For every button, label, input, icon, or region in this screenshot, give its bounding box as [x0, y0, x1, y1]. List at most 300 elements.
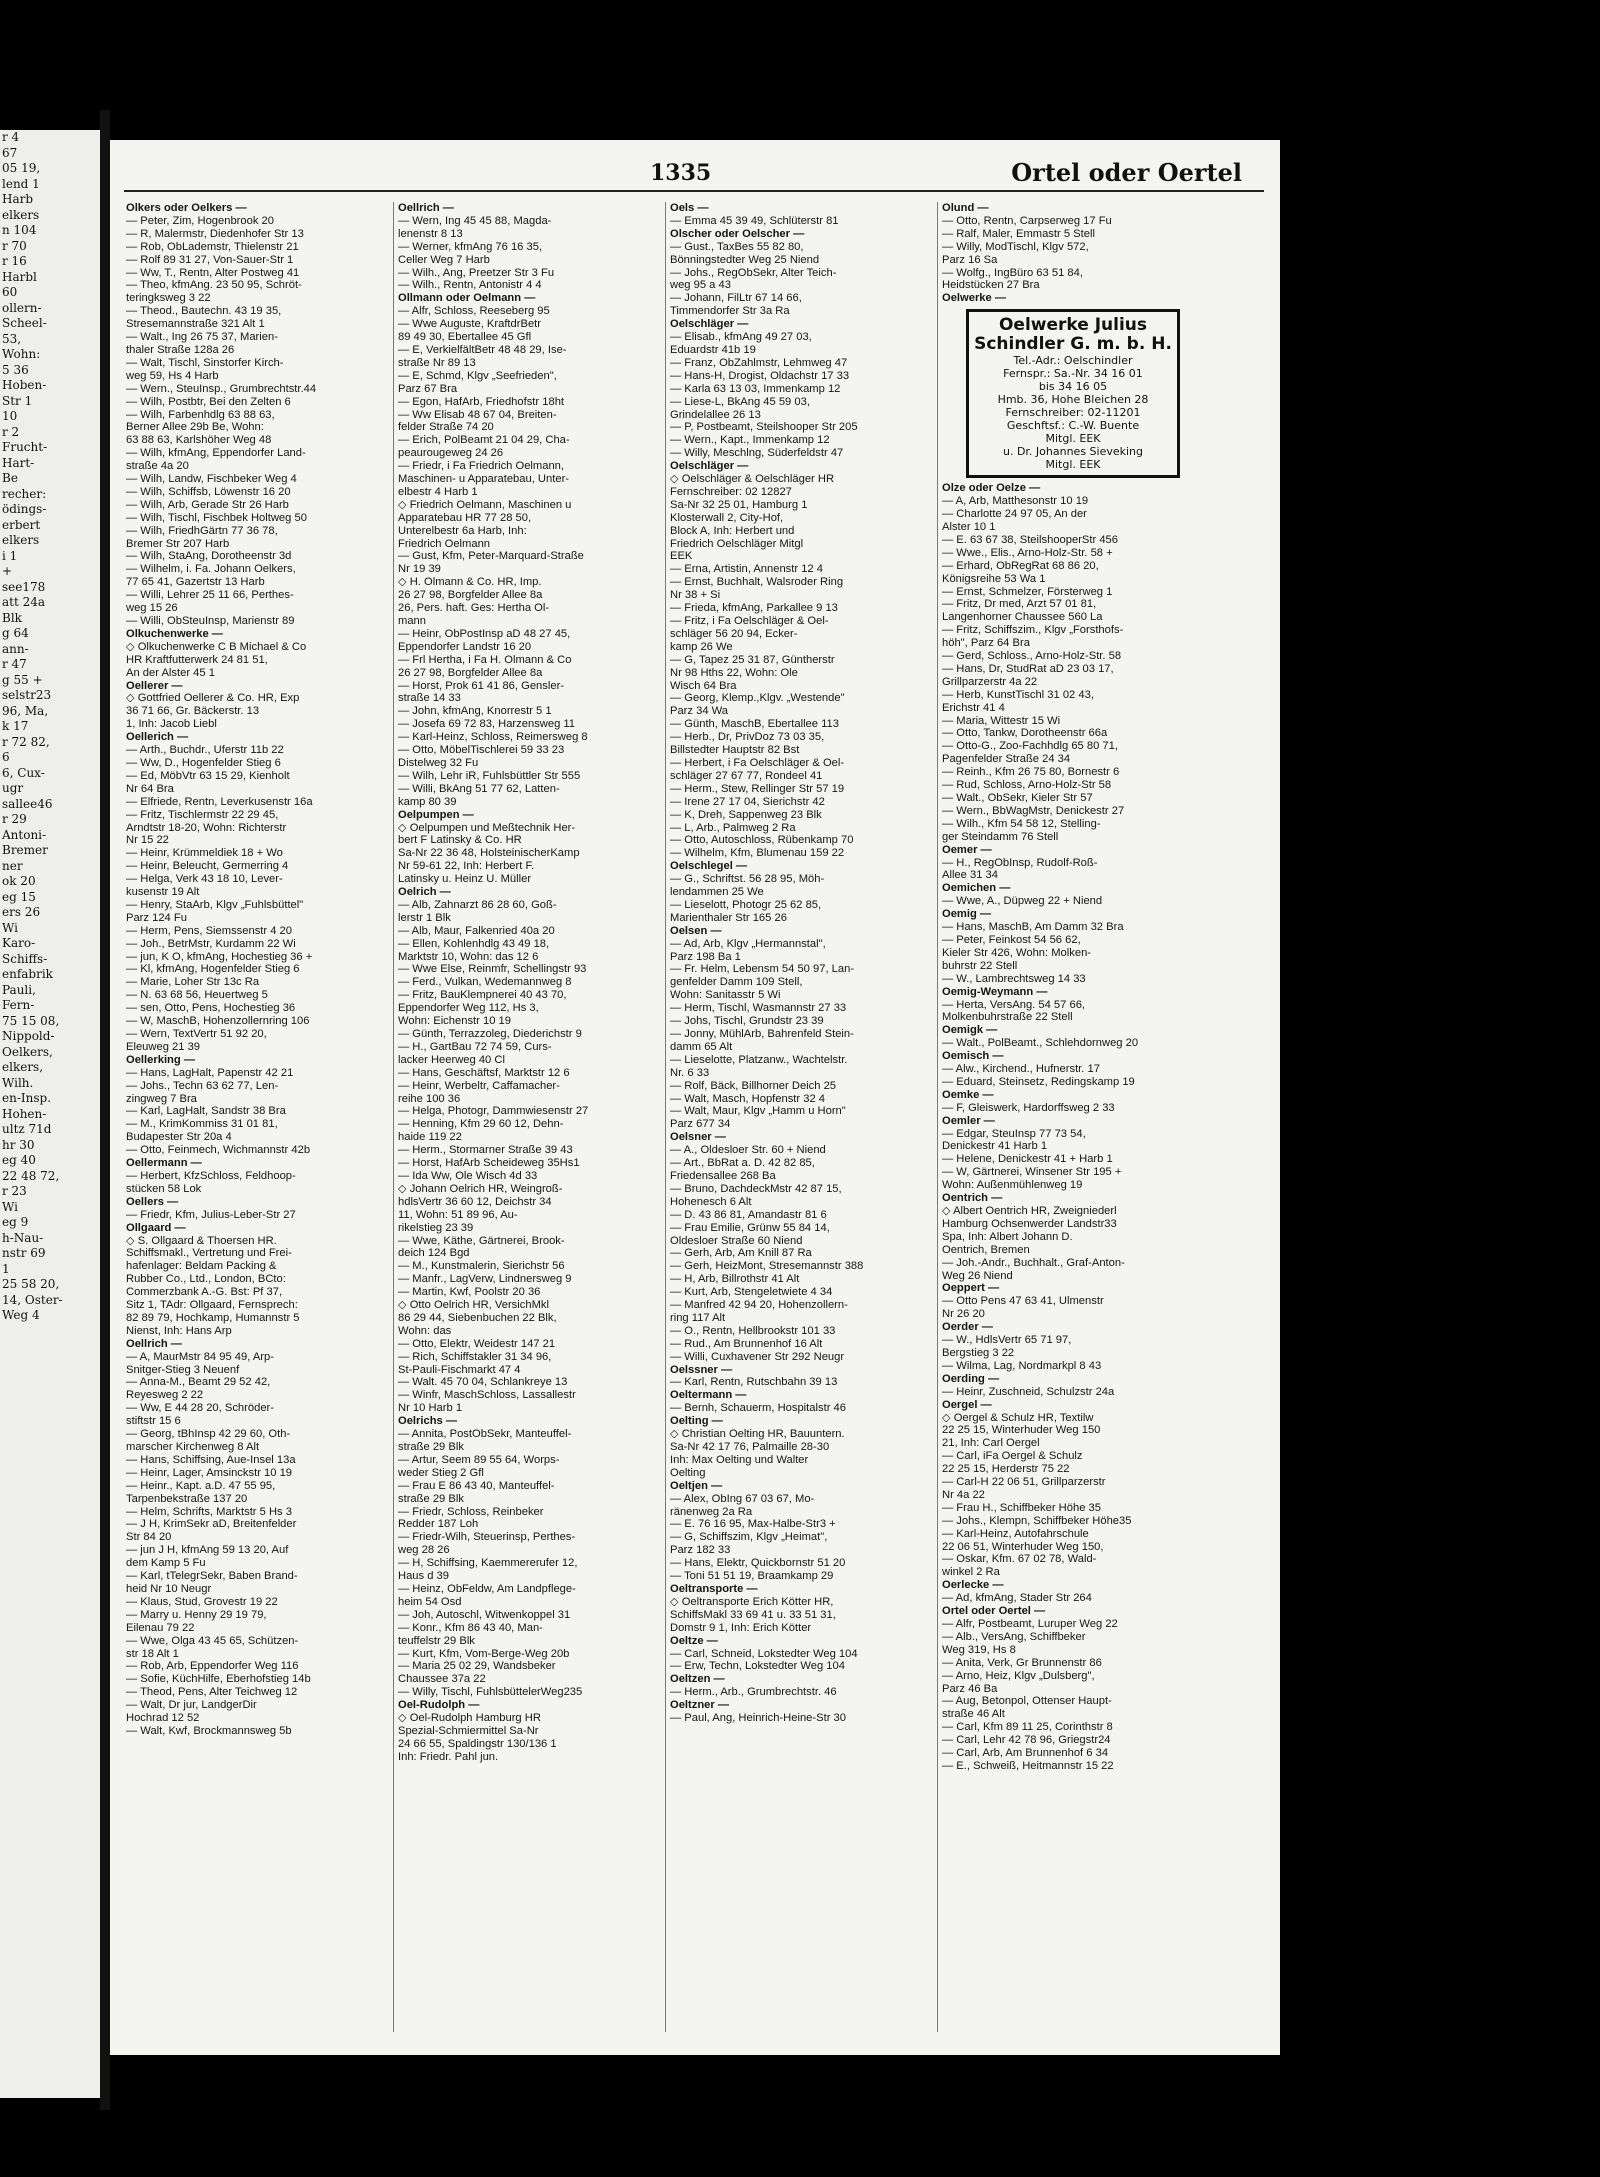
- directory-entry: — M., KrimKommiss 31 01 81,: [126, 1118, 278, 1131]
- directory-entry: genfelder Damm 109 Stell,: [670, 976, 803, 989]
- directory-entry: Sitz 1, TAdr: Ollgaard, Fernsprech:: [126, 1299, 298, 1312]
- directory-entry: SchiffsMakl 33 69 41 u. 33 51 31,: [670, 1608, 836, 1621]
- directory-entry: — Hans, Geschäftsf, Marktstr 12 6: [398, 1066, 570, 1079]
- directory-entry: Hochrad 12 52: [126, 1712, 200, 1725]
- facing-page-line: Hart-: [2, 455, 35, 470]
- directory-entry: 22 06 51, Winterhuder Weg 150,: [942, 1540, 1104, 1553]
- surname-heading: Oelsner —: [670, 1131, 726, 1144]
- directory-entry: — Oskar, Kfm. 67 02 78, Wald-: [942, 1553, 1097, 1566]
- directory-entry: ◇ Friedrich Oelmann, Maschinen u: [398, 498, 572, 511]
- ad-line: Fernspr.: Sa.-Nr. 34 16 01: [1003, 367, 1143, 381]
- directory-entry: — E, Schmd, Klgv „Seefrieden",: [398, 369, 557, 382]
- facing-page-line: 6: [2, 750, 10, 764]
- directory-entry: — Hans, Dr, StudRat aD 23 03 17,: [942, 662, 1114, 675]
- facing-page-line: Be: [2, 471, 18, 485]
- directory-entry: — Otto, Autoschloss, Rübenkamp 70: [670, 834, 854, 847]
- directory-entry: Friedrich Oelschläger Mitgl: [670, 537, 804, 550]
- directory-entry: Oldesloer Straße 60 Niend: [670, 1234, 803, 1247]
- facing-page-line: r 70: [2, 238, 27, 253]
- directory-entry: ◇ H. Olmann & Co. HR, Imp.: [398, 576, 542, 589]
- directory-entry: — Wern., Kapt., Immenkamp 12: [670, 434, 830, 447]
- directory-entry: — Rich, Schiffstakler 31 34 96,: [398, 1350, 552, 1363]
- ad-line: Geschftsf.: C.-W. Buente: [1006, 419, 1140, 433]
- directory-entry: — Frau H., Schiffbeker Höhe 35: [942, 1501, 1101, 1514]
- facing-page-line: see178: [2, 579, 46, 594]
- scan-border: [1280, 110, 1600, 2110]
- surname-heading: Oeltzner —: [670, 1699, 730, 1712]
- directory-entry: mann: [398, 615, 426, 627]
- directory-entry: — Willy, Tischl, FuhlsbüttelerWeg235: [398, 1686, 583, 1699]
- directory-entry: — Hans, MaschB, Am Damm 32 Bra: [942, 921, 1124, 934]
- directory-entry: — Heinr, Zuschneid, Schulzstr 24a: [942, 1385, 1115, 1398]
- directory-entry: — Fr. Helm, Lebensm 54 50 97, Lan-: [670, 963, 855, 976]
- ad-title: Schindler G. m. b. H.: [974, 334, 1172, 355]
- directory-entry: An der Alster 45 1: [126, 666, 215, 679]
- directory-entry: — Fritz, Dr med, Arzt 57 01 81,: [942, 598, 1097, 611]
- directory-entry: lerstr 1 Blk: [398, 911, 451, 924]
- directory-entry: lacker Heerweg 40 Cl: [398, 1053, 505, 1066]
- directory-entry: — Emma 45 39 49, Schlüterstr 81: [670, 214, 839, 227]
- directory-entry: — Horst, HafArb Scheideweg 35Hs1: [398, 1157, 580, 1170]
- page-number: 1335: [650, 160, 712, 186]
- directory-entry: — Wilh, Arb, Gerade Str 26 Harb: [126, 498, 289, 511]
- directory-entry: — Joh., BetrMstr, Kurdamm 22 Wi: [126, 937, 296, 950]
- directory-entry: straße 14 33: [398, 692, 461, 705]
- directory-entry: Pagenfelder Straße 24 34: [942, 753, 1071, 766]
- directory-entry: dem Kamp 5 Fu: [126, 1557, 206, 1570]
- directory-entry: — Heinr, Lager, Amsinckstr 10 19: [126, 1466, 293, 1479]
- directory-entry: — Alb., VersAng, Schiffbeker: [942, 1630, 1086, 1643]
- directory-entry: — Wilh, Landw, Fischbeker Weg 4: [126, 473, 297, 486]
- directory-entry: Heidstücken 27 Bra: [942, 279, 1040, 292]
- directory-entry: — Rolf, Bäck, Billhorner Deich 25: [670, 1079, 837, 1092]
- facing-page-line: Bremer: [2, 843, 48, 857]
- surname-heading: Oemig —: [942, 908, 992, 921]
- directory-entry: — Walt., Ing 26 75 37, Marien-: [126, 331, 278, 344]
- directory-entry: — Walt, Masch, Hopfenstr 32 4: [670, 1092, 826, 1105]
- directory-entry: — Herb, KunstTischl 31 02 43,: [942, 688, 1094, 701]
- directory-entry: 22 25 15, Herderstr 75 22: [942, 1463, 1070, 1476]
- directory-entry: Nr 38 + Si: [670, 589, 721, 602]
- column-3: [670, 202, 932, 2032]
- directory-entry: ◇ Otto Oelrich HR, VersichMkl: [398, 1299, 549, 1312]
- facing-page-line: Fern-: [2, 998, 35, 1012]
- facing-page-line: ugr: [2, 781, 24, 795]
- directory-entry: straße 29 Blk: [398, 1441, 464, 1453]
- directory-entry: Wohn: Sanitasstr 5 Wi: [670, 989, 781, 1002]
- directory-entry: 63 88 63, Karlshöher Weg 48: [126, 434, 272, 447]
- directory-entry: Commerzbank A.-G. Bst: Pf 37,: [126, 1286, 283, 1299]
- directory-entry: — D. 43 86 81, Amandastr 81 6: [670, 1208, 827, 1221]
- directory-entry: — Helm, Schrifts, Marktstr 5 Hs 3: [126, 1505, 292, 1518]
- directory-entry: Bremer Str 207 Harb: [126, 537, 230, 550]
- directory-entry: Billstedter Hauptstr 82 Bst: [670, 744, 800, 757]
- surname-heading: Oemichen —: [942, 882, 1011, 895]
- directory-entry: — jun J H, kfmAng 59 13 20, Auf: [126, 1544, 289, 1557]
- directory-entry: buhrstr 22 Stell: [942, 959, 1018, 972]
- directory-entry: Parz 16 Sa: [942, 253, 998, 266]
- directory-entry: schläger 27 67 77, Rondeel 41: [670, 769, 823, 782]
- directory-entry: — Maria, Wittestr 15 Wi: [942, 714, 1061, 727]
- directory-entry: Spezial-Schmiermittel Sa-Nr: [398, 1724, 539, 1737]
- directory-entry: straße 46 Alt: [942, 1708, 1005, 1721]
- directory-entry: — Fritz, BauKlempnerei 40 43 70,: [398, 989, 567, 1002]
- facing-page-line: r 23: [2, 1184, 27, 1198]
- facing-page-line: Oelkers,: [2, 1044, 53, 1059]
- facing-page-line: selstr23: [2, 688, 52, 702]
- directory-entry: Reyesweg 2 22: [126, 1389, 204, 1402]
- facing-page-line: 53,: [2, 331, 22, 346]
- directory-entry: — Alfr, Postbeamt, Luruper Weg 22: [942, 1618, 1118, 1630]
- surname-heading: Oellrich —: [398, 202, 454, 214]
- facing-page-line: lend 1: [2, 176, 40, 191]
- directory-entry: — Gerh, HeizMont, Stresemannstr 388: [670, 1260, 864, 1273]
- directory-entry: heim 54 Osd: [398, 1595, 462, 1608]
- directory-entry: straße Nr 89 13: [398, 356, 476, 369]
- facing-page-line: i 1: [2, 548, 18, 563]
- header-rule: [124, 190, 1264, 192]
- directory-entry: weder Stieg 2 Gfl: [398, 1466, 484, 1479]
- directory-entry: Friedensallee 268 Ba: [670, 1169, 776, 1182]
- directory-entry: ◇ Albert Oentrich HR, Zweigniederl: [942, 1205, 1117, 1217]
- facing-page-line: ödings-: [2, 502, 47, 516]
- directory-entry: weg 28 26: [398, 1544, 450, 1557]
- running-head: Ortel oder Oertel: [1011, 158, 1242, 187]
- directory-entry: — Egon, HafArb, Friedhofstr 18ht: [398, 395, 565, 408]
- directory-entry: — Theo, kfmAng. 23 50 95, Schröt-: [126, 279, 302, 292]
- directory-entry: — Werner, kfmAng 76 16 35,: [398, 240, 543, 253]
- facing-page-line: Schiffs-: [2, 951, 48, 966]
- directory-entry: — Erich, PolBeamt 21 04 29, Cha-: [398, 434, 570, 447]
- surname-heading: Oelrichs —: [398, 1415, 458, 1428]
- ad-line: Mitgl. EEK: [1045, 432, 1101, 446]
- directory-entry: kusenstr 19 Alt: [126, 886, 200, 899]
- directory-entry: — jun, K O, kfmAng, Hochestieg 36 +: [126, 950, 313, 963]
- directory-entry: — Herbert, i Fa Oelschläger & Oel-: [670, 756, 845, 769]
- directory-entry: — Walt, Kwf, Brockmannsweg 5b: [126, 1724, 292, 1737]
- directory-entry: Str 84 20: [126, 1531, 172, 1544]
- directory-entry: Alster 10 1: [942, 520, 996, 533]
- directory-entry: — E. 76 16 95, Max-Halbe-Str3 +: [670, 1518, 836, 1531]
- directory-entry: — Alex, ObIng 67 03 67, Mo-: [670, 1492, 815, 1505]
- directory-entry: ◇ Christian Oelting HR, Bauuntern.: [670, 1428, 845, 1441]
- directory-entry: — Alw., Kirchend., Hufnerstr. 17: [942, 1063, 1100, 1076]
- directory-entry: Sa-Nr 22 36 48, HolsteinischerKamp: [398, 847, 580, 860]
- directory-entry: — Alb, Maur, Falkenried 40a 20: [398, 924, 555, 937]
- directory-entry: Hamburg Ochsenwerder Landstr33: [942, 1217, 1117, 1230]
- directory-entry: Marienthaler Str 165 26: [670, 911, 787, 924]
- directory-entry: Block A, Inh: Herbert und: [670, 524, 795, 537]
- directory-entry: Parz 677 34: [670, 1118, 731, 1131]
- facing-page-line: 25 58 20,: [2, 1277, 60, 1291]
- directory-entry: — Wilh, Farbenhdlg 63 88 63,: [126, 408, 275, 421]
- directory-entry: Oentrich, Bremen: [942, 1243, 1030, 1256]
- surname-heading: Oeltransporte —: [670, 1582, 758, 1595]
- directory-entry: — Lieselott, Photogr 25 62 85,: [670, 898, 822, 911]
- surname-heading: Oelssner —: [670, 1363, 733, 1376]
- directory-entry: lenenstr 8 13: [398, 227, 463, 240]
- directory-entry: — Kurt, Arb, Stengeletwiete 4 34: [670, 1286, 833, 1299]
- facing-page-line: r 2: [2, 424, 20, 439]
- directory-entry: — J H, KrimSekr aD, Breitenfelder: [126, 1518, 297, 1531]
- directory-entry: reihe 100 36: [398, 1092, 461, 1105]
- directory-entry: — Karla 63 13 03, Immenkamp 12: [670, 382, 841, 395]
- page-header: [110, 140, 1280, 190]
- ad-line: u. Dr. Johannes Sieveking: [1002, 445, 1144, 459]
- directory-entry: hafenlager: Beldam Packing &: [126, 1260, 277, 1273]
- directory-entry: — Helga, Verk 43 18 10, Lever-: [126, 873, 283, 886]
- directory-entry: — Walt., PolBeamt., Schlehdornweg 20: [942, 1037, 1139, 1050]
- directory-entry: rikelstieg 23 39: [398, 1221, 474, 1234]
- facing-page-line: r 72 82,: [2, 734, 50, 749]
- directory-entry: Schiffsmakl., Vertretung und Frei-: [126, 1247, 292, 1260]
- directory-entry: — Ralf, Maler, Emmastr 5 Stell: [942, 227, 1095, 240]
- directory-entry: — Ww Elisab 48 67 04, Breiten-: [398, 408, 557, 421]
- directory-entry: — Friedr, i Fa Friedrich Oelmann,: [398, 460, 564, 473]
- directory-entry: — Otto, Tankw, Dorotheenstr 66a: [942, 727, 1108, 740]
- directory-entry: — Frau E 86 43 40, Manteuffel-: [398, 1479, 555, 1492]
- directory-entry: — H, Schiffsing, Kaemmererufer 12,: [398, 1557, 578, 1570]
- directory-entry: Eilenau 79 22: [126, 1621, 195, 1634]
- directory-entry: ränenweg 2a Ra: [670, 1505, 753, 1518]
- directory-entry: — R, Malermstr, Diedenhofer Str 13: [126, 227, 304, 240]
- directory-entry: Bönningstedter Weg 25 Niend: [670, 253, 820, 266]
- directory-entry: ◇ Oergel & Schulz HR, Textilw: [942, 1411, 1094, 1424]
- facing-page-line: Hoben-: [2, 378, 47, 392]
- facing-page-line: Antoni-: [2, 827, 47, 842]
- surname-heading: Oeltze —: [670, 1634, 718, 1647]
- surname-heading: Oellerich —: [126, 731, 189, 744]
- facing-page-line: att 24a: [2, 595, 46, 609]
- directory-entry: — Wern., SteuInsp., Grumbrechtstr.44: [126, 382, 317, 395]
- directory-entry: ◇ Olkuchenwerke C B Michael & Co: [126, 640, 307, 653]
- directory-entry: — Art., BbRat a. D. 42 82 85,: [670, 1157, 815, 1170]
- directory-entry: — Joh, Autoschl, Witwenkoppel 31: [398, 1608, 571, 1621]
- directory-entry: Denickestr 41 Harb 1: [942, 1140, 1048, 1153]
- directory-entry: 86 29 44, Siebenbuchen 22 Blk,: [398, 1311, 557, 1324]
- directory-entry: — Herm, Tischl, Wasmannstr 27 33: [670, 1002, 847, 1015]
- directory-entry: — Rud, Schloss, Arno-Holz-Str 58: [942, 779, 1112, 792]
- directory-entry: — Johs., RegObSekr, Alter Teich-: [670, 266, 837, 279]
- directory-entry: Nr 26 20: [942, 1308, 985, 1321]
- facing-page-line: Harb: [2, 192, 34, 206]
- directory-entry: — Kl, kfmAng, Hogenfelder Stieg 6: [126, 963, 300, 976]
- directory-entry: weg 59, Hs 4 Harb: [126, 369, 219, 382]
- directory-entry: — Liese-L, BkAng 45 59 03,: [670, 395, 810, 408]
- directory-entry: — Carl, Kfm 89 11 25, Corinthstr 8: [942, 1721, 1113, 1734]
- directory-entry: — Kurt, Kfm, Vom-Berge-Weg 20b: [398, 1647, 570, 1660]
- directory-entry: str 18 Alt 1: [126, 1647, 179, 1660]
- directory-entry: — Heinr, Werbeltr, Caffamacher-: [398, 1079, 560, 1092]
- directory-entry: — Irene 27 17 04, Sierichstr 42: [670, 795, 825, 808]
- directory-entry: — Maria 25 02 29, Wandsbeker: [398, 1660, 556, 1673]
- directory-entry: — Toni 51 51 19, Braamkamp 29: [670, 1570, 834, 1583]
- directory-entry: — Ernst, Buchhalt, Walsroder Ring: [670, 576, 844, 589]
- directory-entry: — Manfred 42 94 20, Hohenzollern-: [670, 1299, 848, 1312]
- directory-entry: HR Kraftfutterwerk 24 81 51,: [126, 653, 268, 666]
- surname-heading: Oergel —: [942, 1398, 992, 1411]
- directory-entry: deich 124 Bgd: [398, 1247, 470, 1260]
- directory-entry: — Günth, MaschB, Ebertallee 113: [670, 718, 839, 731]
- directory-entry: — Erhard, ObRegRat 68 86 20,: [942, 559, 1099, 572]
- directory-entry: — Wilh, FriedhGärtn 77 36 78,: [126, 524, 278, 537]
- facing-page-fragment: [0, 130, 100, 2098]
- directory-entry: — Wwe., Elis., Arno-Holz-Str. 58 +: [942, 546, 1113, 559]
- directory-entry: EEK: [670, 550, 693, 563]
- directory-entry: — Walt., ObSekr, Kieler Str 57: [942, 792, 1093, 804]
- directory-entry: — E., Schweiß, Heitmannstr 15 22: [942, 1759, 1114, 1772]
- directory-entry: ◇ Oeltransporte Erich Kötter HR,: [670, 1595, 834, 1608]
- directory-entry: — Willi, Cuxhavener Str 292 Neugr: [670, 1350, 845, 1363]
- directory-entry: St-Pauli-Fischmarkt 47 4: [398, 1363, 521, 1376]
- facing-page-line: elkers: [2, 207, 40, 222]
- directory-entry: Haus d 39: [398, 1570, 449, 1583]
- directory-entry: — Charlotte 24 97 05, An der: [942, 508, 1087, 521]
- facing-page-line: Blk: [2, 610, 22, 625]
- directory-entry: — K, Dreh, Sappenweg 23 Blk: [670, 808, 822, 821]
- directory-entry: — Karl, LagHalt, Sandstr 38 Bra: [126, 1105, 286, 1118]
- directory-entry: — Marie, Loher Str 13c Ra: [126, 976, 260, 989]
- directory-entry: Maschinen- u Apparatebau, Unter-: [398, 473, 570, 486]
- directory-entry: — M., Kunstmalerin, Sierichstr 56: [398, 1260, 565, 1273]
- directory-entry: — Wilhelm, i. Fa. Johann Oelkers,: [126, 563, 296, 576]
- directory-entry: ◇ Oelschläger & Oelschläger HR: [670, 473, 835, 486]
- directory-entry: Sa-Nr 32 25 01, Hamburg 1: [670, 498, 808, 511]
- directory-entry: Parz 34 Wa: [670, 705, 729, 718]
- directory-entry: — Fritz, Schiffszim., Klgv „Forsthofs-: [942, 624, 1124, 637]
- directory-entry: — G., Schriftst. 56 28 95, Möh-: [670, 873, 825, 886]
- surname-heading: Oemke —: [942, 1088, 994, 1101]
- directory-entry: felder Straße 74 20: [398, 421, 494, 434]
- facing-page-line: 75 15 08,: [2, 1013, 60, 1028]
- directory-entry: — John, kfmAng, Knorrestr 5 1: [398, 705, 552, 718]
- directory-entry: 82 89 79, Hochkamp, Humannstr 5: [126, 1311, 300, 1324]
- facing-page-line: r 47: [2, 657, 27, 671]
- directory-entry: teuffelstr 29 Blk: [398, 1634, 475, 1647]
- facing-page-line: 96, Ma,: [2, 703, 49, 718]
- directory-entry: — Lieselotte, Platzanw., Wachtelstr.: [670, 1053, 848, 1066]
- directory-entry: straße 29 Blk: [398, 1492, 464, 1505]
- directory-entry: — Gust, Kfm, Peter-Marquard-Straße: [398, 550, 584, 563]
- directory-entry: elbestr 4 Harb 1: [398, 485, 478, 498]
- directory-entry: — Aug, Betonpol, Ottenser Haupt-: [942, 1695, 1112, 1708]
- facing-page-line: nstr 69: [2, 1246, 46, 1260]
- directory-entry: Budapester Str 20a 4: [126, 1131, 232, 1144]
- directory-entry: — Paul, Ang, Heinrich-Heine-Str 30: [670, 1712, 846, 1725]
- directory-entry: — Arno, Heiz, Klgv „Dulsberg",: [942, 1669, 1095, 1682]
- directory-entry: kamp 26 We: [670, 640, 733, 653]
- directory-entry: straße 4a 20: [126, 460, 189, 473]
- directory-entry: Fernschreiber: 02 12827: [670, 485, 792, 498]
- surname-heading: Oelschlegel —: [670, 860, 748, 873]
- surname-heading: Oerder —: [942, 1321, 993, 1334]
- directory-entry: Kieler Str 426, Wohn: Molken-: [942, 946, 1092, 959]
- directory-entry: — Willy, ModTischl, Klgv 572,: [942, 240, 1089, 253]
- directory-entry: — A., Oldesloer Str. 60 + Niend: [670, 1144, 826, 1157]
- directory-entry: — W, MaschB, Hohenzollernring 106: [126, 1015, 310, 1028]
- directory-entry: — Klaus, Stud, Grovestr 19 22: [126, 1595, 278, 1608]
- directory-entry: — Jonny, MühlArb, Bahrenfeld Stein-: [670, 1028, 854, 1040]
- directory-entry: — Bruno, DachdeckMstr 42 87 15,: [670, 1182, 842, 1195]
- directory-entry: — Carl, Lehr 42 78 96, Griegstr24: [942, 1734, 1111, 1747]
- facing-page-line: 10: [2, 409, 18, 423]
- directory-entry: — Friedr-Wilh, Steuerinsp, Perthes-: [398, 1531, 576, 1544]
- surname-heading: Oerding —: [942, 1372, 1000, 1385]
- facing-page-line: 5 36: [2, 362, 29, 377]
- directory-entry: Arndtstr 18-20, Wohn: Richterstr: [126, 821, 287, 834]
- page-gutter: [100, 110, 110, 2110]
- surname-heading: Oemler —: [942, 1114, 995, 1127]
- facing-page-line: Str 1: [2, 393, 33, 408]
- directory-entry: — Horst, Prok 61 41 86, Gensler-: [398, 679, 565, 692]
- column-divider: [665, 202, 666, 2032]
- directory-entry: — Elisab., kfmAng 49 27 03,: [670, 331, 812, 344]
- directory-entry: — Friedr, Kfm, Julius-Leber-Str 27: [126, 1208, 296, 1221]
- directory-entry: — O., Rentn, Hellbrookstr 101 33: [670, 1324, 836, 1337]
- directory-entry: ger Steindamm 76 Stell: [942, 830, 1059, 843]
- directory-entry: — Theod, Pens, Alter Teichweg 12: [126, 1686, 298, 1699]
- directory-entry: — Ed, MöbVtr 63 15 29, Kienholt: [126, 769, 290, 782]
- directory-page: [110, 140, 1280, 2055]
- directory-entry: ◇ Johann Oelrich HR, Weingroß-: [398, 1182, 563, 1195]
- ad-line: bis 34 16 05: [1038, 380, 1108, 394]
- directory-entry: — Karl-Heinz, Autofahrschule: [942, 1527, 1089, 1540]
- facing-page-line: eg 40: [2, 1153, 36, 1167]
- directory-entry: — Ferd., Vulkan, Wedemannweg 8: [398, 976, 572, 989]
- surname-heading: Oentrich —: [942, 1192, 1003, 1205]
- directory-entry: — Alfr, Schloss, Reeseberg 95: [398, 305, 550, 318]
- directory-entry: marscher Kirchenweg 8 Alt: [126, 1441, 260, 1453]
- directory-entry: 26 27 98, Borgfelder Allee 8a: [398, 666, 543, 679]
- directory-entry: — H., RegObInsp, Rudolf-Roß-: [942, 856, 1098, 869]
- directory-entry: 26 27 98, Borgfelder Allee 8a: [398, 589, 543, 602]
- directory-entry: — Ellen, Kohlenhdlg 43 49 18,: [398, 937, 550, 950]
- facing-page-line: g 64: [2, 626, 29, 640]
- directory-entry: — Reinh., Kfm 26 75 80, Bornestr 6: [942, 766, 1120, 779]
- directory-entry: — Wwe, Käthe, Gärtnerei, Brook-: [398, 1234, 565, 1247]
- facing-page-line: ann-: [2, 641, 29, 656]
- directory-entry: Nr 10 Harb 1: [398, 1402, 463, 1415]
- directory-entry: Celler Weg 7 Harb: [398, 253, 490, 266]
- directory-entry: Eppendorfer Weg 112, Hs 3,: [398, 1002, 539, 1015]
- directory-entry: Bergstieg 3 22: [942, 1346, 1015, 1359]
- ad-title: Oelwerke Julius: [998, 315, 1148, 336]
- directory-entry: peaurougeweg 24 26: [398, 447, 504, 460]
- directory-entry: — Anita, Verk, Gr Brunnenstr 86: [942, 1656, 1102, 1669]
- directory-entry: — Carl, Schneid, Lokstedter Weg 104: [670, 1647, 858, 1660]
- surname-heading: Oemisch —: [942, 1050, 1004, 1063]
- facing-page-line: elkers: [2, 533, 40, 547]
- directory-entry: — W, Gärtnerei, Winsener Str 195 +: [942, 1166, 1122, 1179]
- facing-page-line: h-Nau-: [2, 1230, 44, 1245]
- directory-entry: — Ww, D., Hogenfelder Stieg 6: [126, 756, 281, 769]
- directory-entry: — H, Arb, Billrothstr 41 Alt: [670, 1273, 800, 1286]
- directory-entry: 21, Inh: Carl Oergel: [942, 1437, 1040, 1450]
- directory-entry: — Ww, E 44 28 20, Schröder-: [126, 1402, 274, 1415]
- facing-page-line: ner: [2, 858, 23, 873]
- directory-entry: bert F Latinsky & Co. HR: [398, 834, 522, 847]
- directory-entry: 26, Pers. haft. Ges: Hertha Ol-: [398, 602, 550, 615]
- directory-entry: Eppendorfer Landstr 16 20: [398, 640, 532, 653]
- surname-heading: Oelting —: [670, 1415, 723, 1428]
- directory-entry: — Erw, Techn, Lokstedter Weg 104: [670, 1660, 845, 1673]
- directory-entry: Parz 124 Fu: [126, 911, 187, 924]
- column-1: [126, 202, 388, 2032]
- facing-page-line: Hohen-: [2, 1106, 47, 1121]
- directory-entry: Nr 64 Bra: [126, 782, 174, 795]
- column-4: [942, 202, 1204, 2032]
- facing-page-line: Wi: [2, 920, 18, 935]
